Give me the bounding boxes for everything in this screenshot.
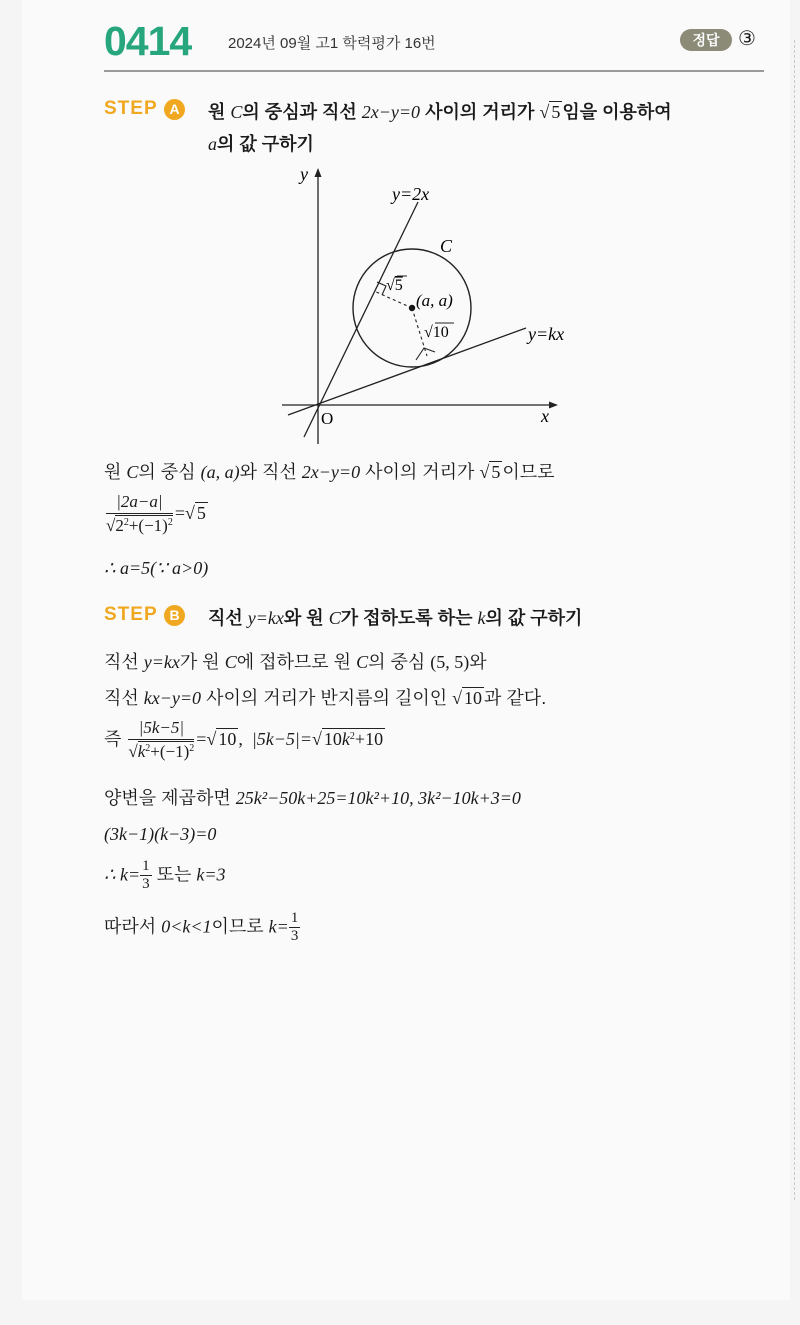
- sqrt: √ 5: [185, 502, 206, 523]
- step-a-distance-formula: [104, 492, 208, 536]
- math-eq: kx−y=0: [143, 688, 202, 708]
- math-c: C: [224, 652, 237, 672]
- text: 또는: [156, 864, 192, 885]
- step-b-line2: [104, 684, 546, 710]
- text: 의 값 구하기: [485, 608, 583, 628]
- cut-line: [794, 40, 795, 1200]
- line2-label: y=kx: [528, 324, 565, 344]
- text: 이므로: [502, 462, 555, 482]
- text: 의 중심과 직선: [242, 102, 357, 122]
- math-abs: |5k−5|=: [251, 728, 313, 749]
- y-axis-arrow: [315, 168, 322, 177]
- radicand: 5: [551, 102, 561, 122]
- question-header: [104, 18, 764, 72]
- text: 사이의 거리가: [365, 462, 475, 482]
- math-ineq: 0<k<1: [161, 916, 212, 937]
- math-c: C: [230, 102, 243, 122]
- origin-label: O: [321, 409, 334, 428]
- fraction: [289, 910, 301, 945]
- numerator: 1: [290, 910, 299, 926]
- text: 의 중심: [368, 652, 426, 672]
- center-label: (a, a): [416, 291, 453, 310]
- term: 2: [115, 516, 124, 535]
- step-word: STEP: [104, 604, 158, 625]
- y-axis-label: y: [300, 164, 308, 184]
- text: 과 같다.: [484, 688, 547, 708]
- denominator: $√k^2+(-1)^2$: [128, 742, 195, 761]
- step-b-distance-formula: 즉 $\frac{|5k-5|}{√k^2+(-1)^2}$ =√ 10 , |5k−5|=√ $10k^2+10$: [104, 718, 384, 761]
- text: 가 원: [179, 652, 220, 672]
- text: 즉: [104, 728, 122, 749]
- math-center: (a, a): [200, 462, 240, 482]
- distance-label-2: √10: [424, 324, 449, 341]
- sqrt: √ 10: [206, 728, 237, 749]
- sqrt: √ 10: [452, 688, 483, 708]
- step-b-line4: [104, 784, 521, 810]
- circle-label: C: [440, 236, 453, 256]
- math-eq: 2x−y=0: [301, 462, 361, 482]
- text: 에 접하므로 원: [236, 652, 352, 672]
- text: 와 원: [283, 608, 324, 628]
- text: 가 접하도록 하는: [340, 608, 473, 628]
- text: 사이의 거리가 반지름의 길이인: [206, 688, 448, 708]
- text: 양변을 제곱하면: [104, 788, 231, 808]
- radicand: 5: [394, 277, 403, 294]
- step-a-line1: [104, 458, 555, 484]
- fraction: [106, 492, 173, 536]
- step-a-title-line2: [208, 130, 314, 156]
- math: k=3: [196, 864, 226, 885]
- sqrt: √ $10k^2+10$: [312, 728, 384, 749]
- denominator: 3: [290, 928, 299, 944]
- numerator: |5k−5|: [128, 718, 194, 740]
- step-b-line1: [104, 648, 487, 674]
- math-a: a: [208, 134, 217, 154]
- step-b-roots: [104, 858, 226, 893]
- x-axis-arrow: [549, 402, 558, 409]
- sqrt: √ 5: [539, 102, 561, 122]
- math-eq: 25k²−50k+25=10k²+10, 3k²−10k+3=0: [235, 788, 521, 808]
- text: 직선: [104, 652, 139, 672]
- text: 원: [208, 102, 226, 122]
- step-badge-a: A: [164, 99, 185, 120]
- radicand: 10: [218, 728, 237, 749]
- fraction: [128, 718, 194, 762]
- text: 와: [469, 652, 487, 672]
- numerator: 1: [142, 858, 150, 874]
- math-c: C: [356, 652, 369, 672]
- text: 원: [104, 462, 122, 482]
- equals: =: [196, 728, 207, 749]
- text: 임을 이용하여: [562, 102, 672, 122]
- step-word: STEP: [104, 98, 158, 119]
- step-a-title-line1: [208, 98, 672, 124]
- line-y-2x: [304, 202, 418, 437]
- denominator: $√2^2+(-1)^2$: [106, 516, 173, 535]
- math-eq: y=kx: [247, 608, 284, 628]
- text: 의 값 구하기: [217, 134, 314, 154]
- radicand: 10: [432, 324, 449, 341]
- math-eq: 2x−y=0: [361, 102, 421, 122]
- radicand: 10: [464, 688, 483, 708]
- math-c: C: [328, 608, 341, 628]
- numerator: |2a−a|: [106, 492, 173, 514]
- step-b-final: [104, 910, 300, 945]
- fraction: [140, 858, 152, 893]
- step-a-title: [104, 98, 764, 158]
- radicand: 5: [196, 502, 206, 523]
- question-number: 0414: [104, 18, 192, 64]
- denominator: 3: [142, 876, 150, 892]
- radicand: 5: [491, 462, 501, 482]
- math-center: (5, 5): [430, 652, 470, 672]
- step-b-title: [104, 604, 764, 632]
- line-y-kx: [288, 328, 526, 415]
- step-b-title-text: [208, 604, 582, 630]
- step-badge-b: B: [164, 605, 185, 626]
- text: 의 중심: [138, 462, 196, 482]
- header-divider: [104, 70, 764, 72]
- equals: =: [174, 502, 185, 523]
- term: +(−1): [128, 516, 168, 535]
- math: k=: [268, 916, 289, 937]
- line1-label: y=2x: [392, 184, 430, 204]
- text: 따라서: [104, 916, 157, 937]
- step-a-conclusion: ∴ a=5(∵ a>0): [104, 558, 209, 578]
- circle-tangent-figure: [270, 160, 610, 450]
- math-c: C: [126, 462, 139, 482]
- text: 와 직선: [239, 462, 297, 482]
- answer-value: ③: [738, 28, 756, 50]
- distance-label-1: √5: [386, 277, 403, 294]
- math-eq: y=kx: [143, 652, 180, 672]
- question-source: 2024년 09월 고1 학력평가 16번: [228, 35, 436, 52]
- text: 직선: [208, 608, 243, 628]
- sqrt: √ 5: [479, 462, 501, 482]
- text: 이므로: [211, 916, 264, 937]
- text: 사이의 거리가: [425, 102, 535, 122]
- math-k: k: [477, 608, 486, 628]
- math: ∴ k=: [104, 864, 141, 885]
- answer-badge: 정답: [680, 29, 732, 51]
- x-axis-label: x: [541, 406, 549, 426]
- text: 직선: [104, 688, 139, 708]
- step-b-factored: (3k−1)(k−3)=0: [104, 824, 217, 844]
